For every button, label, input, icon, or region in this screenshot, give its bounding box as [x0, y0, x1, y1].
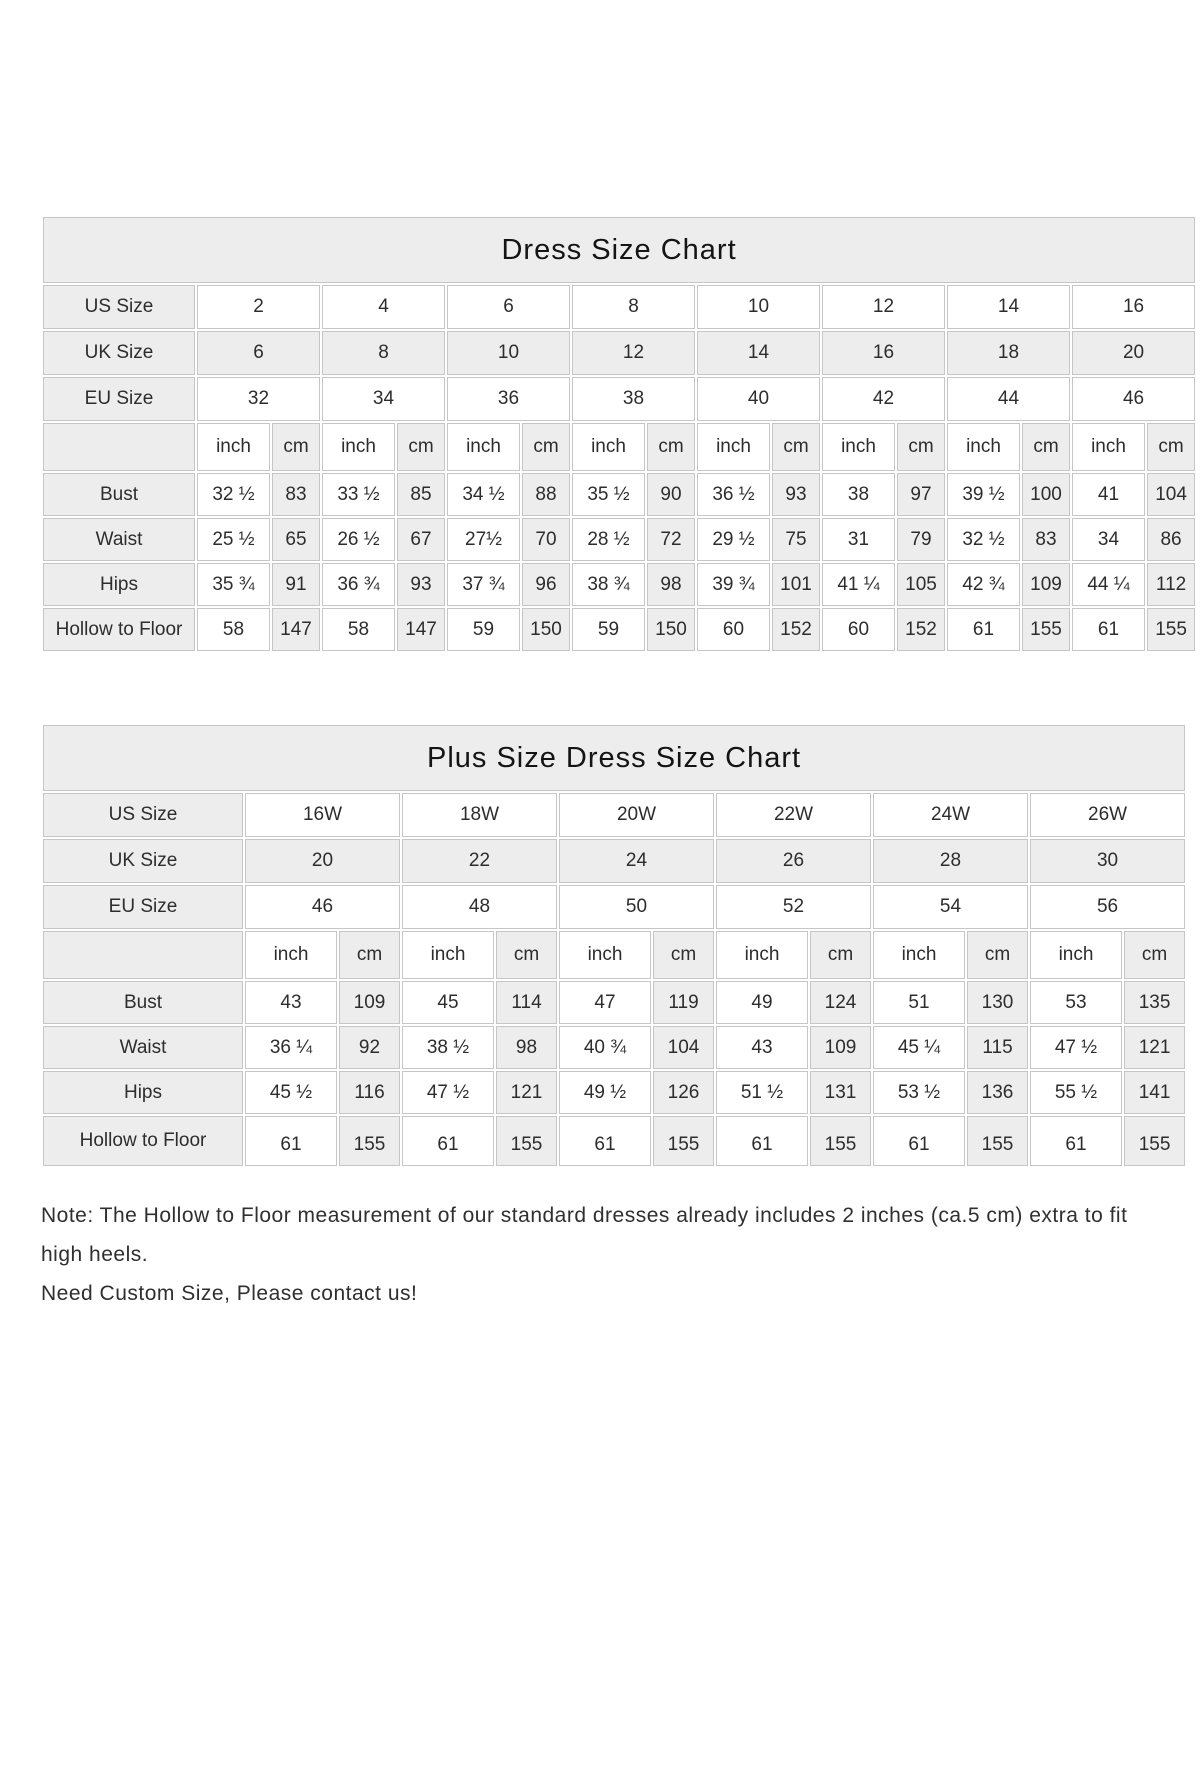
unit-cm-header: cm: [772, 423, 820, 471]
measure-inch-value: 42 ¾: [947, 563, 1020, 606]
measure-inch-value: 40 ¾: [559, 1026, 651, 1069]
unit-inch-header: inch: [873, 931, 965, 979]
measure-inch-value: 38: [822, 473, 895, 516]
measure-cm-value: 90: [647, 473, 695, 516]
size-value: 30: [1030, 839, 1185, 883]
size-value: 36: [447, 377, 570, 421]
measure-inch-value: 25 ½: [197, 518, 270, 561]
dress-size-chart-table: [41, 215, 1197, 653]
unit-inch-header: inch: [716, 931, 808, 979]
measure-cm-value: 104: [653, 1026, 714, 1069]
unit-inch-header: inch: [197, 423, 270, 471]
unit-cm-header: cm: [967, 931, 1028, 979]
measure-label: Waist: [43, 1026, 243, 1069]
measure-inch-value: 28 ½: [572, 518, 645, 561]
measure-inch-value: 29 ½: [697, 518, 770, 561]
measure-cm-value: 126: [653, 1071, 714, 1114]
size-value: 8: [572, 285, 695, 329]
measure-inch-value: 61: [1072, 608, 1145, 651]
measure-cm-value: 116: [339, 1071, 400, 1114]
note-line-1: Note: The Hollow to Floor measurement of our standard dresses already includes 2 inches (ca.5 cm) extra to fit high heels.: [41, 1204, 1128, 1266]
unit-cm-header: cm: [653, 931, 714, 979]
measure-inch-value: 36 ¾: [322, 563, 395, 606]
measure-inch-value: 44 ¼: [1072, 563, 1145, 606]
measure-inch-value: 32 ½: [947, 518, 1020, 561]
unit-cm-header: cm: [496, 931, 557, 979]
size-value: 4: [322, 285, 445, 329]
measure-cm-value: 86: [1147, 518, 1195, 561]
size-value: 2: [197, 285, 320, 329]
measure-cm-value: 70: [522, 518, 570, 561]
size-value: 26: [716, 839, 871, 883]
measure-cm-value: 155: [653, 1116, 714, 1166]
note: [41, 1196, 1159, 1313]
measure-inch-value: 53: [1030, 981, 1122, 1024]
measure-inch-value: 61: [402, 1116, 494, 1166]
measure-inch-value: 47 ½: [402, 1071, 494, 1114]
size-value: 54: [873, 885, 1028, 929]
measure-cm-value: 141: [1124, 1071, 1185, 1114]
measure-cm-value: 75: [772, 518, 820, 561]
measure-inch-value: 34 ½: [447, 473, 520, 516]
size-system-label: US Size: [43, 793, 243, 837]
unit-inch-header: inch: [822, 423, 895, 471]
unit-row-spacer: [43, 423, 195, 471]
measure-cm-value: 109: [339, 981, 400, 1024]
measure-cm-value: 150: [647, 608, 695, 651]
measure-inch-value: 35 ½: [572, 473, 645, 516]
measure-inch-value: 47 ½: [1030, 1026, 1122, 1069]
measure-cm-value: 155: [1147, 608, 1195, 651]
size-value: 38: [572, 377, 695, 421]
size-value: 28: [873, 839, 1028, 883]
size-value: 14: [947, 285, 1070, 329]
size-value: 8: [322, 331, 445, 375]
measure-inch-value: 45 ½: [245, 1071, 337, 1114]
measure-cm-value: 92: [339, 1026, 400, 1069]
size-value: 50: [559, 885, 714, 929]
measure-cm-value: 136: [967, 1071, 1028, 1114]
size-value: 42: [822, 377, 945, 421]
size-value: 48: [402, 885, 557, 929]
measure-cm-value: 152: [772, 608, 820, 651]
measure-cm-value: 155: [1124, 1116, 1185, 1166]
measure-cm-value: 100: [1022, 473, 1070, 516]
unit-row-spacer: [43, 931, 243, 979]
page: [41, 215, 1187, 1313]
measure-inch-value: 61: [716, 1116, 808, 1166]
measure-cm-value: 152: [897, 608, 945, 651]
measure-inch-value: 34: [1072, 518, 1145, 561]
size-value: 20W: [559, 793, 714, 837]
measure-label: Hips: [43, 1071, 243, 1114]
measure-cm-value: 155: [496, 1116, 557, 1166]
size-system-label: UK Size: [43, 839, 243, 883]
measure-inch-value: 43: [716, 1026, 808, 1069]
measure-cm-value: 98: [647, 563, 695, 606]
measure-cm-value: 88: [522, 473, 570, 516]
size-system-label: US Size: [43, 285, 195, 329]
measure-inch-value: 41: [1072, 473, 1145, 516]
measure-cm-value: 96: [522, 563, 570, 606]
measure-inch-value: 38 ¾: [572, 563, 645, 606]
size-value: 18W: [402, 793, 557, 837]
measure-inch-value: 51: [873, 981, 965, 1024]
unit-cm-header: cm: [272, 423, 320, 471]
size-value: 16: [1072, 285, 1195, 329]
measure-cm-value: 79: [897, 518, 945, 561]
unit-cm-header: cm: [397, 423, 445, 471]
size-value: 46: [245, 885, 400, 929]
unit-cm-header: cm: [339, 931, 400, 979]
size-system-label: EU Size: [43, 885, 243, 929]
measure-cm-value: 93: [772, 473, 820, 516]
size-value: 12: [572, 331, 695, 375]
measure-cm-value: 147: [397, 608, 445, 651]
unit-inch-header: inch: [559, 931, 651, 979]
measure-inch-value: 31: [822, 518, 895, 561]
size-value: 26W: [1030, 793, 1185, 837]
measure-cm-value: 85: [397, 473, 445, 516]
size-value: 24W: [873, 793, 1028, 837]
measure-cm-value: 109: [1022, 563, 1070, 606]
measure-inch-value: 51 ½: [716, 1071, 808, 1114]
measure-inch-value: 26 ½: [322, 518, 395, 561]
measure-cm-value: 115: [967, 1026, 1028, 1069]
unit-inch-header: inch: [402, 931, 494, 979]
unit-inch-header: inch: [697, 423, 770, 471]
measure-label: Hips: [43, 563, 195, 606]
size-value: 10: [447, 331, 570, 375]
measure-inch-value: 53 ½: [873, 1071, 965, 1114]
measure-inch-value: 60: [697, 608, 770, 651]
measure-label: Waist: [43, 518, 195, 561]
measure-inch-value: 35 ¾: [197, 563, 270, 606]
unit-inch-header: inch: [572, 423, 645, 471]
measure-inch-value: 39 ½: [947, 473, 1020, 516]
measure-cm-value: 114: [496, 981, 557, 1024]
measure-cm-value: 83: [1022, 518, 1070, 561]
unit-inch-header: inch: [1030, 931, 1122, 979]
size-value: 52: [716, 885, 871, 929]
unit-inch-header: inch: [1072, 423, 1145, 471]
size-value: 20: [245, 839, 400, 883]
size-value: 44: [947, 377, 1070, 421]
size-system-label: UK Size: [43, 331, 195, 375]
size-value: 6: [447, 285, 570, 329]
measure-inch-value: 36 ¼: [245, 1026, 337, 1069]
unit-cm-header: cm: [1124, 931, 1185, 979]
size-value: 24: [559, 839, 714, 883]
measure-inch-value: 37 ¾: [447, 563, 520, 606]
size-value: 20: [1072, 331, 1195, 375]
size-value: 10: [697, 285, 820, 329]
measure-cm-value: 155: [339, 1116, 400, 1166]
table-title: Dress Size Chart: [43, 217, 1195, 283]
measure-cm-value: 155: [967, 1116, 1028, 1166]
measure-cm-value: 72: [647, 518, 695, 561]
measure-cm-value: 83: [272, 473, 320, 516]
measure-cm-value: 104: [1147, 473, 1195, 516]
measure-inch-value: 59: [572, 608, 645, 651]
size-value: 16: [822, 331, 945, 375]
unit-cm-header: cm: [810, 931, 871, 979]
size-value: 46: [1072, 377, 1195, 421]
size-value: 12: [822, 285, 945, 329]
measure-cm-value: 155: [1022, 608, 1070, 651]
size-value: 22W: [716, 793, 871, 837]
measure-cm-value: 67: [397, 518, 445, 561]
unit-inch-header: inch: [322, 423, 395, 471]
measure-cm-value: 65: [272, 518, 320, 561]
size-value: 32: [197, 377, 320, 421]
measure-inch-value: 58: [322, 608, 395, 651]
measure-cm-value: 130: [967, 981, 1028, 1024]
plus-size-dress-size-chart-table: [41, 723, 1187, 1168]
measure-label: Hollow to Floor: [43, 608, 195, 651]
measure-inch-value: 39 ¾: [697, 563, 770, 606]
unit-inch-header: inch: [447, 423, 520, 471]
table-title: Plus Size Dress Size Chart: [43, 725, 1185, 791]
measure-cm-value: 121: [1124, 1026, 1185, 1069]
measure-cm-value: 131: [810, 1071, 871, 1114]
size-value: 18: [947, 331, 1070, 375]
unit-inch-header: inch: [245, 931, 337, 979]
measure-inch-value: 32 ½: [197, 473, 270, 516]
measure-inch-value: 38 ½: [402, 1026, 494, 1069]
measure-inch-value: 43: [245, 981, 337, 1024]
measure-inch-value: 61: [245, 1116, 337, 1166]
measure-cm-value: 119: [653, 981, 714, 1024]
measure-cm-value: 105: [897, 563, 945, 606]
measure-inch-value: 58: [197, 608, 270, 651]
measure-cm-value: 97: [897, 473, 945, 516]
size-system-label: EU Size: [43, 377, 195, 421]
measure-label: Bust: [43, 473, 195, 516]
measure-cm-value: 121: [496, 1071, 557, 1114]
measure-inch-value: 49: [716, 981, 808, 1024]
measure-inch-value: 60: [822, 608, 895, 651]
measure-inch-value: 36 ½: [697, 473, 770, 516]
size-value: 6: [197, 331, 320, 375]
measure-inch-value: 61: [873, 1116, 965, 1166]
measure-inch-value: 61: [1030, 1116, 1122, 1166]
unit-cm-header: cm: [1147, 423, 1195, 471]
measure-inch-value: 47: [559, 981, 651, 1024]
unit-cm-header: cm: [522, 423, 570, 471]
size-value: 16W: [245, 793, 400, 837]
unit-cm-header: cm: [897, 423, 945, 471]
measure-inch-value: 33 ½: [322, 473, 395, 516]
note-line-2: Need Custom Size, Please contact us!: [41, 1282, 418, 1305]
measure-cm-value: 155: [810, 1116, 871, 1166]
size-value: 40: [697, 377, 820, 421]
size-value: 56: [1030, 885, 1185, 929]
measure-label: Hollow to Floor: [43, 1116, 243, 1166]
measure-cm-value: 101: [772, 563, 820, 606]
measure-cm-value: 112: [1147, 563, 1195, 606]
measure-cm-value: 93: [397, 563, 445, 606]
measure-inch-value: 49 ½: [559, 1071, 651, 1114]
measure-inch-value: 55 ½: [1030, 1071, 1122, 1114]
measure-inch-value: 41 ¼: [822, 563, 895, 606]
unit-inch-header: inch: [947, 423, 1020, 471]
size-value: 22: [402, 839, 557, 883]
measure-cm-value: 98: [496, 1026, 557, 1069]
measure-inch-value: 45: [402, 981, 494, 1024]
measure-cm-value: 91: [272, 563, 320, 606]
measure-cm-value: 147: [272, 608, 320, 651]
size-value: 34: [322, 377, 445, 421]
size-value: 14: [697, 331, 820, 375]
measure-inch-value: 45 ¼: [873, 1026, 965, 1069]
measure-cm-value: 150: [522, 608, 570, 651]
measure-cm-value: 109: [810, 1026, 871, 1069]
unit-cm-header: cm: [1022, 423, 1070, 471]
measure-cm-value: 124: [810, 981, 871, 1024]
unit-cm-header: cm: [647, 423, 695, 471]
measure-inch-value: 59: [447, 608, 520, 651]
measure-inch-value: 61: [559, 1116, 651, 1166]
measure-cm-value: 135: [1124, 981, 1185, 1024]
measure-inch-value: 61: [947, 608, 1020, 651]
measure-label: Bust: [43, 981, 243, 1024]
measure-inch-value: 27½: [447, 518, 520, 561]
